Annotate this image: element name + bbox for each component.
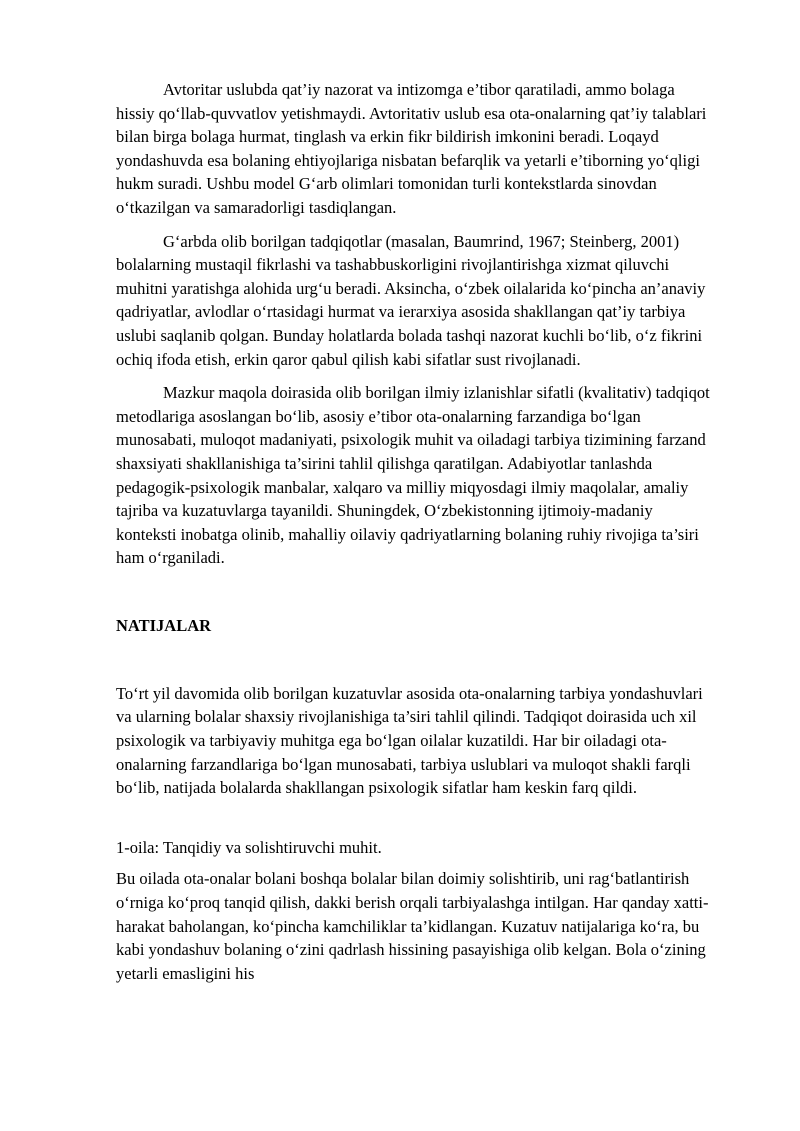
document-page — [116, 78, 716, 985]
subsection-heading-family-1: 1-oila: Tanqidiy va solishtiruvchi muhit. — [116, 837, 382, 857]
body-paragraph: Bu oilada ota-onalar bolani boshqa bolalar bilan doimiy solishtirib, uni rag‘batlantirish o‘rniga ko‘proq tanqid qilish, dakki berish orqali tarbiyalashga intilgan. Har qanday xatti-harakat baholangan, ko‘pincha kamchiliklar ta’kidlangan. Kuzatuv natijalariga ko‘ra, bu kabi yondashuv bolaning o‘zini qadrlash hissining pasayishiga olib kelgan. Bola o‘zining yetarli emasligini his — [116, 869, 709, 983]
body-paragraph: Mazkur maqola doirasida olib borilgan ilmiy izlanishlar sifatli (kvalitativ) tadqiqot metodlariga asoslangan bo‘lib, asosiy e’tibor ota-onalarning farzandiga bo‘lgan munosabati, muloqot madaniyati, psixologik muhit va oiladagi tarbiya tizimining farzand shaxsiyati shakllanishiga ta’sirini tahlil qilishga qaratilgan. Adabiyotlar tanlashda pedagogik-psixologik manbalar, xalqaro va milliy miqyosdagi ilmiy maqolalar, amaliy tajriba va kuzatuvlarga tayanildi. Shuningdek, O‘zbekistonning ijtimoiy-madaniy konteksti inobatga olinib, mahalliy oilaviy qadriyatlarning bolaning ruhiy rivojiga ta’siri ham o‘rganiladi. — [116, 383, 710, 568]
body-paragraph: G‘arbda olib borilgan tadqiqotlar (masalan, Baumrind, 1967; Steinberg, 2001) bolalarning mustaqil fikrlashi va tashabbuskorligini rivojlantirishga xizmat qiluvchi muhitni yaratishga alohida urg‘u beradi. Aksincha, o‘zbek oilalarida ko‘pincha an’anaviy qadriyatlar, avlodlar o‘rtasidagi hurmat va ierarxiya asosida shakllangan qat’iy tarbiya uslubi saqlanib qolgan. Bunday holatlarda bolada tashqi nazorat kuchli bo‘lib, o‘z fikrini ochiq ifoda etish, erkin qaror qabul qilish kabi sifatlar sust rivojlanadi. — [116, 231, 706, 369]
body-paragraph: Avtoritar uslubda qat’iy nazorat va intizomga e’tibor qaratiladi, ammo bolaga hissiy qo‘llab-quvvatlov yetishmaydi. Avtoritativ uslub esa ota-onalarning qat’iy talablari bilan birga bolaga hurmat, tinglash va erkin fikr bildirish imkonini beradi. Loqayd yondashuvda esa bolaning ehtiyojlariga nisbatan befarqlik va yetarli e’tiborning yo‘qligi hukm suradi. Ushbu model G‘arb olimlari tomonidan turli kontekstlarda sinovdan o‘tkazilgan va samaradorligi tasdiqlangan. — [116, 80, 707, 217]
section-heading-results: NATIJALAR — [116, 615, 212, 635]
body-paragraph: To‘rt yil davomida olib borilgan kuzatuvlar asosida ota-onalarning tarbiya yondashuvlari va ularning bolalar shaxsiy rivojlanishiga ta’siri tahlil qilindi. Tadqiqot doirasida uch xil psixologik va tarbiyaviy muhitga ega bo‘lgan oilalar kuzatildi. Har bir oiladagi ota-onalarning farzandlariga bo‘lgan munosabati, tarbiya uslublari va muloqot shakli farqli bo‘lib, natijada bolalarda shakllangan psixologik sifatlar ham keskin farq qildi. — [116, 683, 703, 798]
